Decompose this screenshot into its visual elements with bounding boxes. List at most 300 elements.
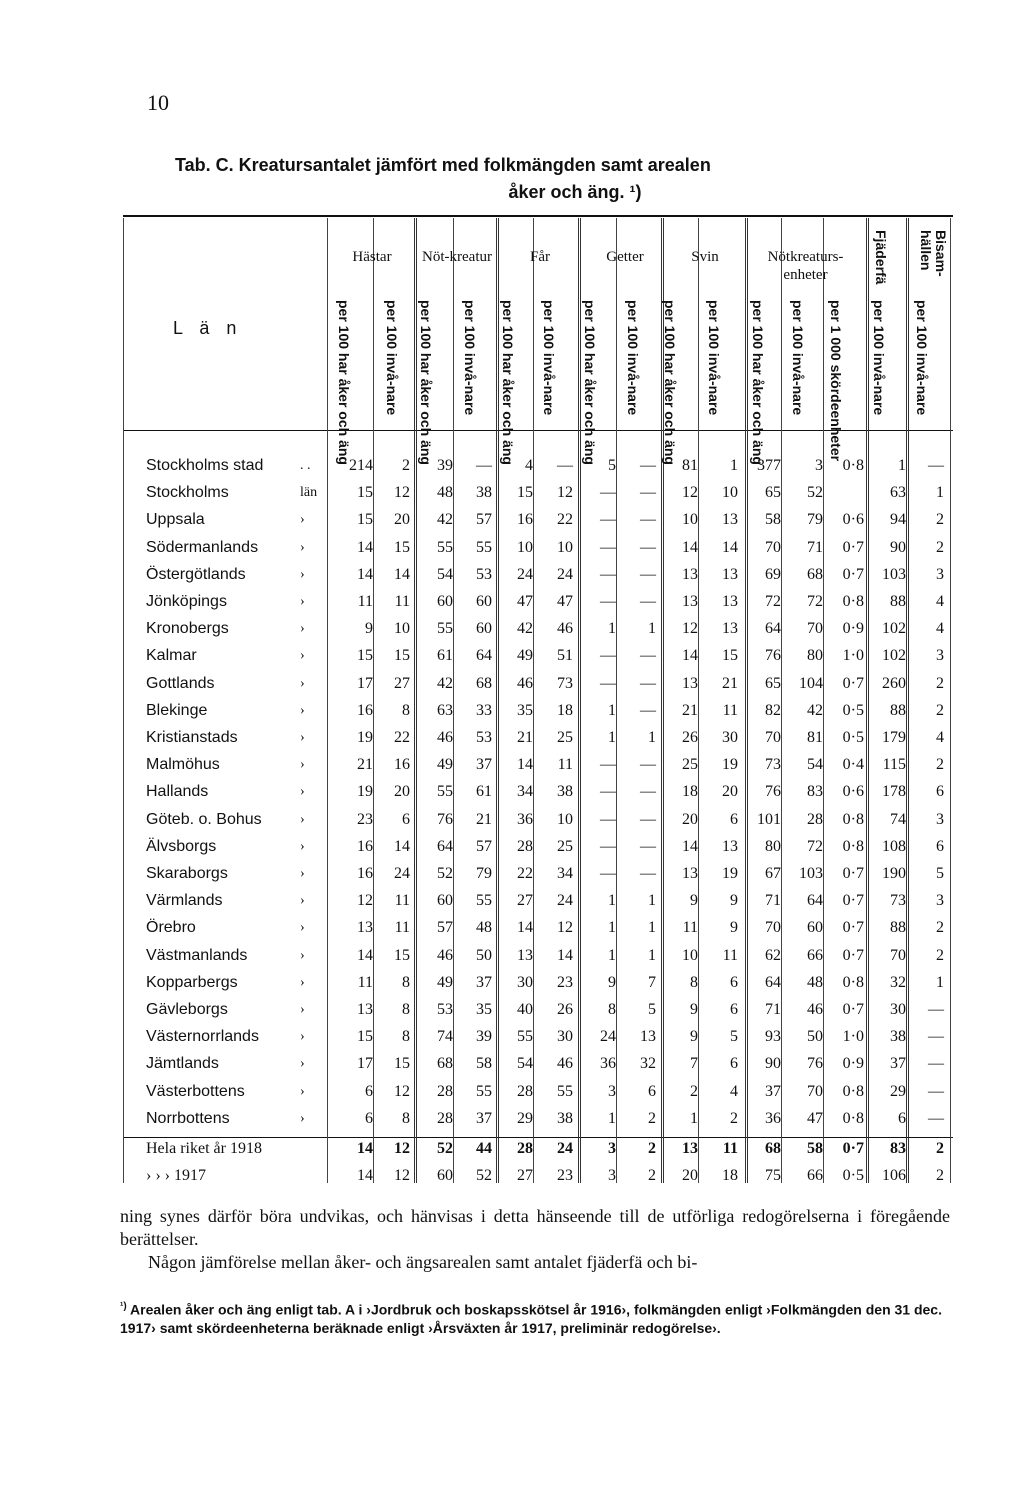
table-cell: 34: [557, 865, 573, 882]
table-cell: 16: [357, 837, 373, 855]
row-label: Kopparbergs: [146, 973, 238, 991]
table-row: [0, 860, 1024, 887]
table-cell: 40: [517, 1001, 533, 1018]
row-suffix: ›: [300, 920, 305, 936]
table-cell: 25: [682, 756, 698, 774]
row-label: Uppsala: [146, 511, 205, 529]
table-cell: 5: [936, 865, 944, 882]
table-cell: 11: [722, 701, 738, 719]
row-suffix: ›: [300, 838, 305, 854]
table-cell: 4: [525, 457, 533, 474]
row-suffix: ›: [300, 594, 305, 609]
table-cell: 9: [730, 892, 738, 910]
table-cell: 53: [437, 1001, 453, 1018]
table-cell: —: [600, 783, 616, 801]
table-cell: 2: [690, 1082, 698, 1100]
table-cell: 0·8: [842, 973, 864, 991]
table-cell: 25: [557, 837, 573, 855]
table-cell: 12: [682, 484, 698, 502]
table-cell: 61: [476, 783, 492, 801]
table-cell: 28: [807, 810, 823, 828]
table-cell: 0·7: [842, 865, 864, 882]
table-cell: 16: [517, 511, 533, 529]
table-cell: 24: [557, 1140, 573, 1157]
row-suffix: ›: [300, 648, 305, 664]
table-cell: 24: [394, 865, 410, 882]
table-cell: 28: [517, 837, 533, 855]
table-cell: 20: [682, 1167, 698, 1184]
table-cell: 2: [936, 1167, 944, 1184]
table-cell: 15: [394, 647, 410, 665]
table-cell: 24: [557, 892, 573, 910]
row-label: Östergötlands: [146, 565, 246, 583]
table-cell: 76: [437, 810, 453, 828]
table-cell: 8: [608, 1001, 616, 1018]
table-cell: 0·5: [842, 701, 864, 719]
sub-header: per 100 invå-nare: [541, 300, 557, 416]
table-cell: 9: [608, 973, 616, 991]
table-cell: 15: [517, 484, 533, 502]
table-cell: 39: [476, 1028, 492, 1046]
table-cell: 60: [476, 593, 492, 610]
sub-header: per 100 invå-nare: [914, 300, 930, 416]
table-cell: 52: [476, 1167, 492, 1184]
table-cell: 0·4: [842, 756, 864, 774]
table-cell: 90: [765, 1055, 781, 1073]
table-row: [0, 1162, 1024, 1189]
table-cell: 37: [765, 1082, 781, 1100]
table-cell: 33: [476, 701, 492, 719]
table-cell: 38: [890, 1028, 906, 1046]
table-cell: 3: [815, 457, 823, 474]
table-cell: 48: [476, 919, 492, 937]
table-cell: 1: [648, 729, 656, 746]
table-cell: 37: [476, 756, 492, 774]
table-cell: 14: [357, 538, 373, 556]
table-cell: 76: [765, 783, 781, 801]
header-notkreatursenheter: Nötkreaturs-enheter: [767, 249, 844, 283]
table-cell: 0·7: [842, 1140, 864, 1157]
table-cell: 10: [682, 511, 698, 529]
row-suffix: . .: [300, 458, 311, 473]
table-row: [0, 452, 1024, 479]
row-label: Hela riket år 1918: [146, 1140, 262, 1157]
table-cell: 0·7: [842, 946, 864, 964]
table-cell: 0·7: [842, 565, 864, 583]
table-cell: 179: [882, 729, 906, 746]
table-cell: 53: [476, 565, 492, 583]
table-cell: 55: [437, 783, 453, 801]
table-cell: 17: [357, 674, 373, 692]
table-cell: 47: [807, 1109, 823, 1127]
table-cell: 76: [807, 1055, 823, 1073]
table-cell: 66: [807, 1167, 823, 1184]
table-cell: 21: [682, 701, 698, 719]
table-cell: 36: [765, 1109, 781, 1127]
table-cell: —: [640, 457, 656, 474]
table-cell: 67: [765, 865, 781, 882]
table-cell: 79: [476, 865, 492, 882]
row-label: Stockholms: [146, 484, 229, 502]
sub-header: per 100 har åker och äng: [582, 300, 598, 465]
table-cell: 72: [807, 593, 823, 610]
table-cell: 93: [765, 1028, 781, 1046]
table-cell: 20: [394, 783, 410, 801]
table-cell: 25: [557, 729, 573, 746]
table-cell: 377: [757, 457, 781, 474]
table-cell: 11: [722, 946, 738, 964]
row-suffix: ›: [300, 621, 305, 637]
table-cell: 15: [394, 1055, 410, 1073]
table-cell: 2: [648, 1140, 656, 1157]
table-cell: —: [640, 565, 656, 583]
table-cell: 63: [437, 701, 453, 719]
table-cell: 54: [517, 1055, 533, 1073]
table-cell: 53: [476, 729, 492, 746]
table-cell: 74: [890, 810, 906, 828]
table-cell: 17: [357, 1055, 373, 1073]
table-cell: 14: [394, 837, 410, 855]
table-cell: 83: [807, 783, 823, 801]
table-row: [0, 561, 1024, 588]
table-cell: 26: [682, 729, 698, 746]
table-cell: 74: [437, 1028, 453, 1046]
row-label: Västmanlands: [146, 946, 248, 964]
table-cell: 21: [517, 729, 533, 746]
table-cell: 68: [765, 1140, 781, 1157]
table-cell: 30: [557, 1028, 573, 1046]
table-cell: 71: [765, 1001, 781, 1018]
table-cell: 6: [730, 973, 738, 991]
table-cell: 71: [807, 538, 823, 556]
table-cell: —: [600, 837, 616, 855]
table-cell: 64: [765, 620, 781, 638]
table-cell: 58: [807, 1140, 823, 1157]
header-bisamhallen: Bisam-hällen: [918, 230, 949, 277]
row-label: Blekinge: [146, 701, 208, 719]
table-cell: 62: [765, 946, 781, 964]
table-cell: —: [640, 674, 656, 692]
table-cell: 5: [648, 1001, 656, 1018]
row-suffix: ›: [300, 675, 305, 691]
table-cell: 27: [517, 1167, 533, 1184]
table-cell: 46: [517, 674, 533, 692]
table-cell: 14: [682, 538, 698, 556]
table-cell: 81: [807, 729, 823, 746]
table-cell: 69: [765, 565, 781, 583]
table-cell: 30: [890, 1001, 906, 1018]
table-cell: 16: [357, 865, 373, 882]
table-cell: 1: [690, 1109, 698, 1127]
row-label: Gottlands: [146, 674, 215, 692]
table-cell: 10: [394, 620, 410, 638]
table-cell: 15: [357, 484, 373, 502]
table-cell: 102: [882, 620, 906, 638]
table-cell: 30: [517, 973, 533, 991]
table-cell: 13: [682, 674, 698, 692]
table-cell: 36: [517, 810, 533, 828]
table-cell: —: [640, 783, 656, 801]
table-cell: 2: [730, 1109, 738, 1127]
table-cell: 20: [682, 810, 698, 828]
table-cell: 47: [557, 593, 573, 610]
table-cell: 178: [882, 783, 906, 801]
table-cell: 6: [648, 1082, 656, 1100]
table-cell: —: [640, 837, 656, 855]
table-cell: —: [640, 701, 656, 719]
table-cell: —: [600, 484, 616, 502]
header-fjaderfa: Fjäderfä: [873, 230, 889, 285]
table-cell: 15: [357, 511, 373, 529]
table-cell: 0·9: [842, 1055, 864, 1073]
table-cell: 54: [807, 756, 823, 774]
table-cell: 8: [402, 701, 410, 719]
table-cell: 6: [365, 1082, 373, 1100]
table-cell: —: [640, 593, 656, 610]
table-cell: 57: [437, 919, 453, 937]
table-cell: 11: [394, 593, 410, 610]
table-cell: 24: [557, 565, 573, 583]
table-cell: 47: [517, 593, 533, 610]
table-cell: 14: [357, 1140, 373, 1157]
table-cell: 48: [807, 973, 823, 991]
row-suffix: ›: [300, 566, 305, 582]
table-cell: 1: [936, 484, 944, 502]
table-cell: 1: [608, 892, 616, 910]
table-cell: 0·8: [842, 810, 864, 828]
table-cell: 50: [807, 1028, 823, 1046]
table-cell: 42: [437, 511, 453, 529]
table-cell: 42: [517, 620, 533, 638]
table-cell: 13: [517, 946, 533, 964]
table-cell: 20: [394, 511, 410, 529]
table-cell: —: [600, 538, 616, 556]
table-cell: 58: [476, 1055, 492, 1073]
table-cell: 11: [722, 1140, 738, 1157]
table-cell: 18: [682, 783, 698, 801]
table-cell: 80: [765, 837, 781, 855]
row-label: Kristianstads: [146, 729, 238, 746]
table-cell: 44: [476, 1140, 492, 1157]
row-label: Norrbottens: [146, 1109, 230, 1127]
table-cell: 13: [357, 1001, 373, 1018]
table-cell: 64: [476, 647, 492, 665]
table-cell: 2: [936, 946, 944, 964]
table-cell: —: [600, 865, 616, 882]
table-cell: 18: [722, 1167, 738, 1184]
table-cell: 3: [608, 1167, 616, 1184]
table-cell: 13: [722, 620, 738, 638]
table-cell: 9: [690, 1028, 698, 1046]
table-cell: 60: [437, 593, 453, 610]
row-suffix: ›: [300, 730, 305, 745]
row-suffix: ›: [300, 1056, 305, 1072]
table-row: [0, 1078, 1024, 1105]
table-cell: 65: [765, 484, 781, 502]
table-cell: 57: [476, 511, 492, 529]
table-cell: 81: [682, 457, 698, 474]
table-cell: 12: [557, 919, 573, 937]
table-cell: 1: [898, 457, 906, 474]
table-row: [0, 969, 1024, 996]
table-row: [0, 806, 1024, 833]
table-cell: 2: [402, 457, 410, 474]
table-cell: 11: [394, 892, 410, 910]
footnote-marker: ¹): [120, 1301, 127, 1312]
table-cell: 6: [730, 1001, 738, 1018]
row-suffix: ›: [300, 702, 305, 718]
row-label: Hallands: [146, 783, 209, 801]
row-suffix: län: [300, 485, 318, 501]
table-cell: 55: [557, 1082, 573, 1100]
table-cell: 6: [898, 1109, 906, 1127]
header-getter: Getter: [606, 249, 644, 265]
table-cell: 12: [394, 1140, 410, 1157]
table-cell: 0·7: [842, 674, 864, 692]
table-cell: 90: [890, 538, 906, 556]
table-cell: 0·8: [842, 837, 864, 855]
header-lan: L ä n: [173, 318, 243, 338]
table-row: [0, 751, 1024, 778]
table-title: [175, 152, 935, 206]
table-cell: —: [640, 484, 656, 502]
sub-header: per 100 har åker och äng: [662, 300, 678, 465]
table-cell: 2: [648, 1167, 656, 1184]
table-cell: 0·6: [842, 511, 864, 529]
table-cell: 101: [757, 810, 781, 828]
row-suffix: ›: [300, 866, 305, 881]
table-cell: 46: [807, 1001, 823, 1018]
table-cell: 28: [517, 1140, 533, 1157]
table-cell: 52: [437, 1140, 453, 1157]
table-row: [0, 642, 1024, 669]
body-text: [120, 1205, 950, 1274]
table-cell: 0·9: [842, 620, 864, 638]
table-row: [0, 942, 1024, 969]
sub-header: per 100 invå-nare: [790, 300, 806, 416]
table-cell: 23: [557, 973, 573, 991]
table-cell: 21: [357, 756, 373, 774]
table-row: [0, 506, 1024, 533]
table-cell: 76: [765, 647, 781, 665]
row-label: Älvsborgs: [146, 837, 217, 855]
table-cell: 48: [437, 484, 453, 502]
table-cell: 8: [402, 1028, 410, 1046]
table-cell: 0·5: [842, 729, 864, 746]
table-cell: 13: [682, 865, 698, 882]
table-cell: 15: [357, 647, 373, 665]
header-svin: Svin: [691, 249, 719, 265]
table-cell: 2: [936, 1140, 944, 1157]
table-cell: 2: [936, 674, 944, 692]
table-cell: 64: [437, 837, 453, 855]
table-cell: 3: [608, 1140, 616, 1157]
table-cell: 70: [890, 946, 906, 964]
table-cell: 37: [476, 973, 492, 991]
table-cell: 1: [730, 457, 738, 474]
table-cell: 42: [437, 674, 453, 692]
row-label: Örebro: [146, 919, 196, 937]
table-cell: 12: [394, 484, 410, 502]
table-cell: 19: [357, 729, 373, 746]
table-cell: —: [928, 1109, 944, 1127]
table-cell: 72: [807, 837, 823, 855]
table-cell: —: [928, 1028, 944, 1046]
table-cell: 38: [476, 484, 492, 502]
table-cell: 14: [557, 946, 573, 964]
table-cell: 3: [936, 647, 944, 665]
table-cell: 21: [722, 674, 738, 692]
table-cell: 260: [882, 674, 906, 692]
table-cell: 26: [557, 1001, 573, 1018]
table-cell: 8: [402, 1001, 410, 1018]
header-hastar: Hästar: [352, 249, 392, 265]
row-label: Södermanlands: [146, 538, 259, 556]
table-cell: 12: [682, 620, 698, 638]
table-row: [0, 670, 1024, 697]
table-cell: 13: [722, 565, 738, 583]
table-cell: 12: [394, 1167, 410, 1184]
table-cell: 15: [722, 647, 738, 665]
table-cell: 104: [799, 674, 823, 692]
table-cell: 1: [608, 1109, 616, 1127]
table-cell: 55: [437, 538, 453, 556]
table-cell: 4: [730, 1082, 738, 1100]
table-cell: 19: [722, 865, 738, 882]
table-cell: 49: [437, 973, 453, 991]
row-suffix: ›: [300, 947, 305, 963]
row-label: Malmöhus: [146, 756, 220, 774]
table-row: [0, 588, 1024, 615]
table-cell: 11: [557, 756, 573, 774]
table-cell: —: [640, 511, 656, 529]
table-cell: 28: [517, 1082, 533, 1100]
table-cell: 46: [557, 1055, 573, 1073]
table-cell: 4: [936, 729, 944, 746]
table-cell: 13: [722, 511, 738, 529]
row-label: Jämtlands: [146, 1055, 219, 1073]
table-cell: 22: [394, 729, 410, 746]
table-cell: 14: [357, 1167, 373, 1184]
table-cell: 30: [722, 729, 738, 746]
table-cell: 68: [807, 565, 823, 583]
table-cell: 19: [357, 783, 373, 801]
table-cell: 36: [600, 1055, 616, 1073]
table-row: [0, 833, 1024, 860]
table-cell: 9: [365, 620, 373, 638]
table-cell: 73: [765, 756, 781, 774]
table-cell: —: [640, 756, 656, 774]
table-cell: 11: [682, 919, 698, 937]
table-cell: 10: [682, 946, 698, 964]
table-cell: 27: [394, 674, 410, 692]
table-cell: 214: [349, 457, 373, 474]
table-cell: 28: [437, 1082, 453, 1100]
table-cell: 49: [517, 647, 533, 665]
table-cell: 6: [402, 810, 410, 828]
table-cell: 24: [517, 565, 533, 583]
table-cell: 88: [890, 919, 906, 937]
table-cell: 23: [357, 810, 373, 828]
table-cell: 15: [394, 538, 410, 556]
table-cell: 14: [357, 946, 373, 964]
table-cell: 63: [890, 484, 906, 502]
table-cell: 70: [807, 1082, 823, 1100]
table-row: [0, 1135, 1024, 1162]
body-text-paragraph-1: ning synes därför böra undvikas, och hänvisas i detta hänseende till de utförliga redogörelserna i föregående berättelser.: [120, 1206, 950, 1249]
table-cell: 1·0: [842, 1028, 864, 1046]
table-cell: 14: [357, 565, 373, 583]
